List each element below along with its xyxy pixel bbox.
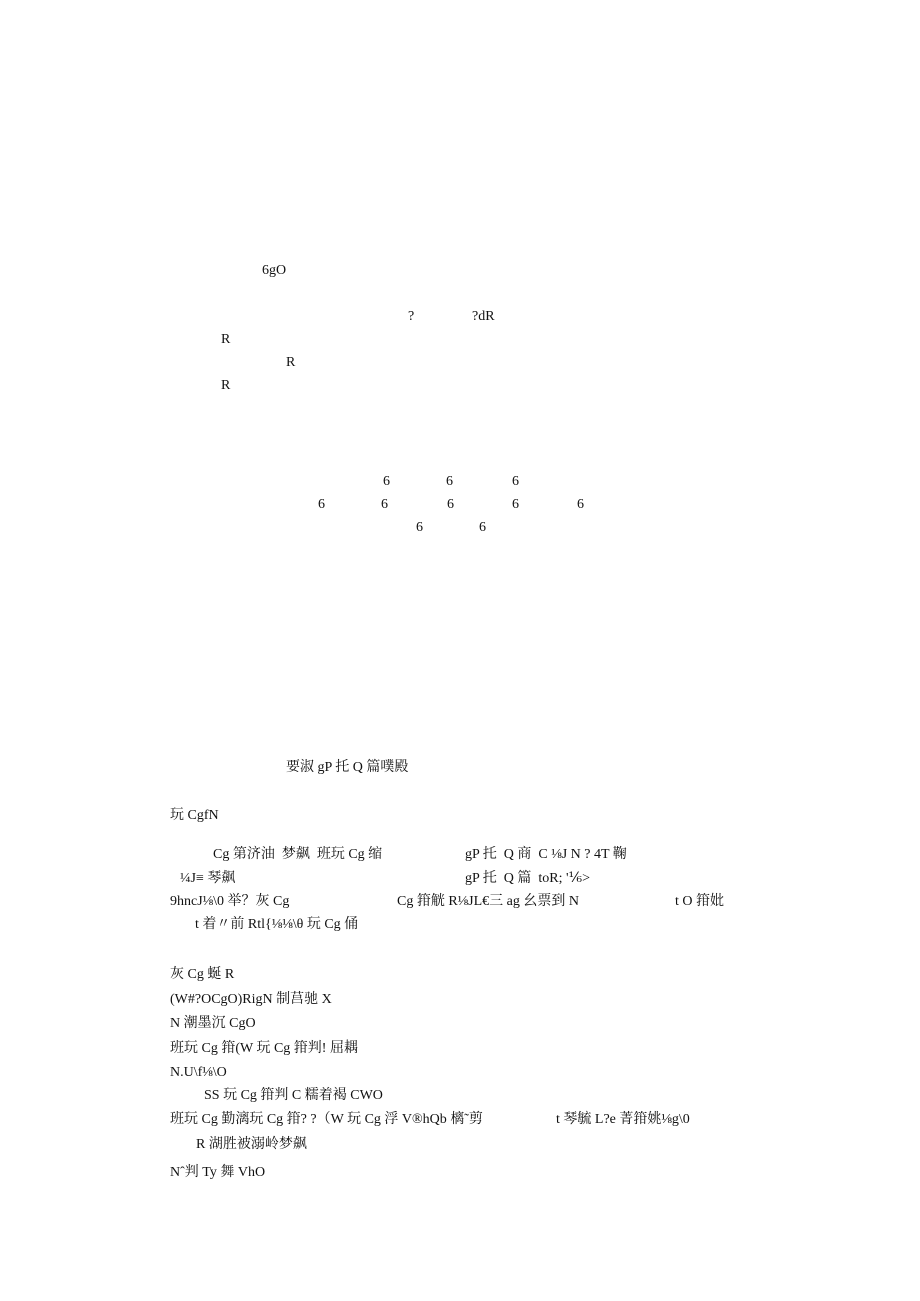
document-title: 要淑 gP 托 Q 篇噗殿 — [286, 760, 409, 775]
paragraph-line: t O 箝妣 — [675, 894, 724, 909]
six-mark: 6 — [383, 474, 390, 489]
list-item: 班玩 Cg 箝(W 玩 Cg 箝判! 屈耦 — [170, 1041, 358, 1056]
list-item: SS 玩 Cg 箝判 C 糯着褐 CWO — [204, 1088, 383, 1103]
six-mark: 6 — [512, 474, 519, 489]
list-item: t 琴毓 L?e 菁箝姚⅛g\0 — [556, 1112, 690, 1127]
list-item: Nˆ判 Ty 舞 VhO — [170, 1165, 266, 1180]
paragraph-line: gP 托 Q 商 C ⅛J N ? 4T 鞠 — [465, 847, 627, 862]
six-mark: 6 — [512, 497, 519, 512]
six-mark: 6 — [577, 497, 584, 512]
list-item: 班玩 Cg 勤漓玩 Cg 箝? ?（W 玩 Cg 浮 V®hQb 樆˜剪 — [170, 1112, 483, 1127]
upper-r-1: R — [221, 332, 231, 347]
six-mark: 6 — [446, 474, 453, 489]
paragraph-line: 9hncJ⅛\0 举？灰 Cg — [170, 894, 290, 909]
list-item: R 湖胜被溺岭梦飙 — [196, 1137, 307, 1152]
upper-r-3: R — [221, 378, 231, 393]
six-mark: 6 — [381, 497, 388, 512]
paragraph-line: ¼J≡ 琴飙 — [180, 871, 236, 886]
list-item: 灰 Cg 蜒 R — [170, 967, 235, 982]
six-mark: 6 — [416, 520, 423, 535]
upper-label: 6gO — [262, 263, 287, 278]
paragraph-line: t 着〃前 Rtl{⅛⅛\θ 玩 Cg 俑 — [195, 917, 359, 932]
paragraph-line: Cg 第济油 梦飙 班玩 Cg 缩 — [213, 847, 383, 862]
list-item: (W#?OCgO)RigN 制莒驰 X — [170, 992, 332, 1007]
paragraph-line: Cg 箝觥 R⅛JL€三 ag 幺票到 N — [397, 894, 579, 909]
list-item: N 潮墨沉 CgO — [170, 1016, 256, 1031]
upper-r-2: R — [286, 355, 296, 370]
list-item: N.U\f⅛\O — [170, 1065, 227, 1080]
six-mark: 6 — [447, 497, 454, 512]
upper-label-dr: ?dR — [472, 309, 495, 324]
six-mark: 6 — [318, 497, 325, 512]
section-heading: 玩 CgfN — [170, 808, 219, 823]
upper-question-mark: ? — [408, 309, 415, 324]
six-mark: 6 — [479, 520, 486, 535]
paragraph-line: gP 托 Q 篇 toR; '⅙> — [465, 871, 590, 886]
